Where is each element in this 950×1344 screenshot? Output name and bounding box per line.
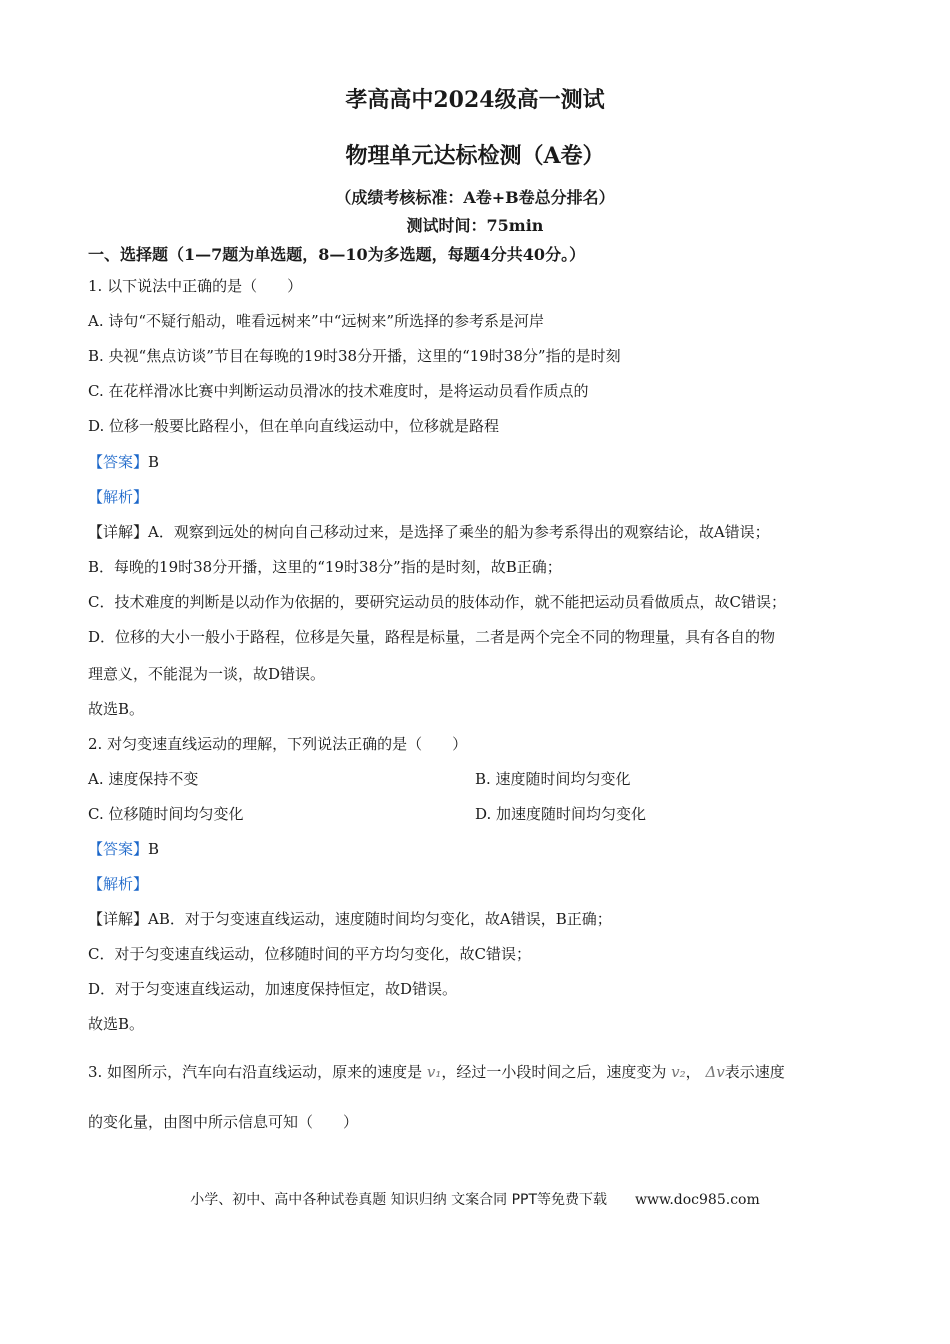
q2-option-b: B. 速度随时间均匀变化 bbox=[475, 770, 631, 788]
answer-value: B bbox=[148, 453, 160, 471]
q1-stem: 1. 以下说法中正确的是（ ） bbox=[88, 277, 303, 295]
q2-answer bbox=[88, 839, 159, 859]
answer-value: B bbox=[148, 840, 160, 858]
q1-option-c: C. 在花样滑冰比赛中判断运动员滑冰的技术难度时，是将运动员看作质点的 bbox=[88, 382, 589, 400]
q2-analysis-tag: 【解析】 bbox=[88, 875, 149, 893]
q2-option-c: C. 位移随时间均匀变化 bbox=[88, 805, 244, 823]
q2-option-a: A. 速度保持不变 bbox=[88, 770, 199, 788]
q1-detail-b: B．每晚的19时38分开播，这里的“19时38分”指的是时刻，故B正确； bbox=[88, 558, 562, 576]
q2-conclusion: 故选B。 bbox=[88, 1015, 145, 1033]
q2-detail-ab bbox=[88, 909, 612, 929]
school-title: 孝高高中2024级高一测试 bbox=[345, 87, 605, 113]
grading-note: （成绩考核标准：A卷+B卷总分排名） bbox=[335, 188, 615, 207]
answer-tag: 【答案】 bbox=[88, 453, 149, 471]
q2-option-d: D. 加速度随时间均匀变化 bbox=[475, 805, 647, 823]
q3-stem-part3: ， bbox=[685, 1063, 701, 1081]
section-heading: 一、选择题（1—7题为单选题，8—10为多选题，每题4分共40分。） bbox=[88, 245, 586, 264]
q2-stem: 2. 对匀变速直线运动的理解，下列说法正确的是（ ） bbox=[88, 735, 468, 753]
time-note: 测试时间：75min bbox=[406, 216, 544, 235]
q1-analysis-tag: 【解析】 bbox=[88, 488, 149, 506]
q3-stem-line2: 的变化量，由图中所示信息可知（ ） bbox=[88, 1113, 359, 1131]
q2-detail-d: D．对于匀变速直线运动，加速度保持恒定，故D错误。 bbox=[88, 980, 458, 998]
q3-stem-part4: 表示速度 bbox=[724, 1063, 785, 1081]
q1-detail-a bbox=[88, 522, 770, 542]
q1-detail-d1: D．位移的大小一般小于路程，位移是矢量，路程是标量，二者是两个完全不同的物理量，具有各自的物 bbox=[88, 628, 776, 646]
q1-option-b: B. 央视“焦点访谈”节目在每晚的19时38分开播，这里的“19时38分”指的是时刻 bbox=[88, 347, 621, 365]
q1-detail-c: C．技术难度的判断是以动作为依据的，要研究运动员的肢体动作，就不能把运动员看做质点，故C错误； bbox=[88, 593, 786, 611]
q1-option-d: D. 位移一般要比路程小，但在单向直线运动中，位移就是路程 bbox=[88, 417, 500, 435]
answer-tag: 【答案】 bbox=[88, 840, 149, 858]
q1-answer bbox=[88, 452, 159, 472]
footer-ad-text: 小学、初中、高中各种试卷真题 知识归纳 文案合同 PPT等免费下载 bbox=[190, 1192, 608, 1208]
q1-conclusion: 故选B。 bbox=[88, 700, 145, 718]
q1-detail-d2: 理意义，不能混为一谈，故D错误。 bbox=[88, 665, 326, 683]
exam-title: 物理单元达标检测（A卷） bbox=[345, 143, 605, 169]
q3-stem-line1 bbox=[88, 1062, 785, 1082]
detail-text: A．观察到远处的树向自己移动过来，是选择了乘坐的船为参考系得出的观察结论，故A错误； bbox=[148, 523, 770, 541]
q2-detail-c: C．对于匀变速直线运动，位移随时间的平方均匀变化，故C错误； bbox=[88, 945, 531, 963]
footer bbox=[0, 1190, 950, 1210]
detail-text: AB．对于匀变速直线运动，速度随时间均匀变化，故A错误，B正确； bbox=[148, 910, 612, 928]
detail-tag: 【详解】 bbox=[88, 523, 149, 541]
footer-url[interactable]: www.doc985.com bbox=[635, 1192, 760, 1208]
q3-stem-part2: ，经过一小段时间之后，速度变为 bbox=[441, 1063, 667, 1081]
q3-stem-part1: 3. 如图所示，汽车向右沿直线运动，原来的速度是 bbox=[88, 1063, 423, 1081]
q1-option-a: A. 诗句“不疑行船动，唯看远树来”中“远树来”所选择的参考系是河岸 bbox=[88, 312, 545, 330]
var-v2: v₂ bbox=[671, 1063, 686, 1081]
detail-tag: 【详解】 bbox=[88, 910, 149, 928]
var-delta-v: Δv bbox=[705, 1063, 725, 1081]
var-v1: v₁ bbox=[426, 1063, 442, 1081]
